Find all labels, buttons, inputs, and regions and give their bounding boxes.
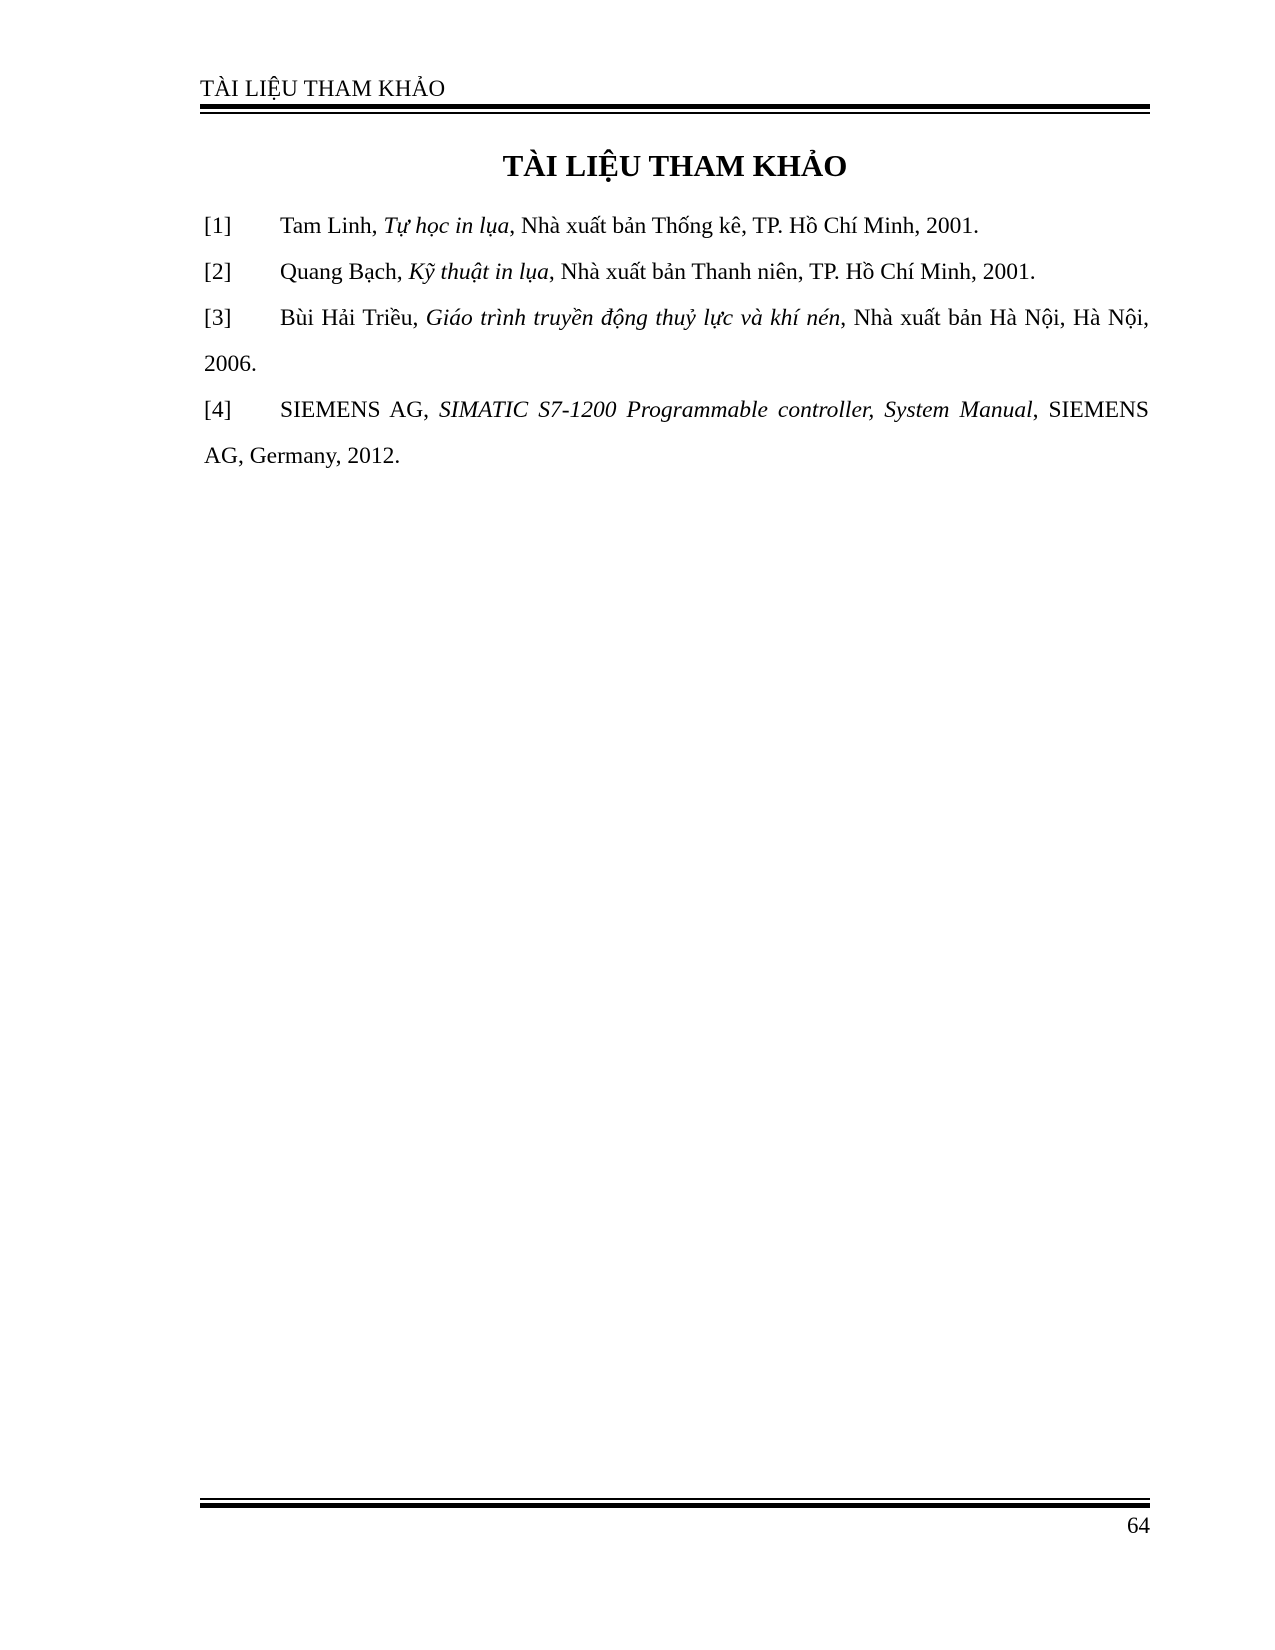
reference-author: Quang Bạch, (280, 259, 409, 285)
reference-number: [2] (204, 259, 232, 285)
reference-author: Bùi Hải Triều, (280, 305, 426, 331)
reference-publisher: , SIEMENS AG, Germany, 2012. (204, 397, 1150, 469)
reference-item (204, 387, 1149, 479)
footer-rule-thin (200, 1498, 1150, 1500)
reference-author: SIEMENS AG, (280, 397, 440, 423)
reference-publisher: , Nhà xuất bản Thanh niên, TP. Hồ Chí Minh, 2001. (548, 259, 1036, 285)
reference-item (204, 295, 1149, 387)
reference-item (204, 203, 1149, 249)
page-title: TÀI LIỆU THAM KHẢO (502, 148, 848, 183)
reference-number: [4] (204, 397, 232, 423)
page-number: 64 (1127, 1513, 1150, 1538)
reference-number: [1] (204, 213, 232, 239)
reference-item (204, 249, 1149, 295)
header-rule-thick (200, 104, 1150, 109)
reference-title: Giáo trình truyền động thuỷ lực và khí nén (425, 305, 841, 331)
reference-list (204, 203, 1149, 479)
reference-publisher: , Nhà xuất bản Thống kê, TP. Hồ Chí Minh, 2001. (509, 213, 979, 239)
reference-title: Tự học in lụa (383, 213, 510, 239)
reference-title: SIMATIC S7-1200 Programmable controller, System Manual (439, 397, 1033, 423)
footer-rule-thick (200, 1503, 1150, 1508)
reference-number: [3] (204, 305, 232, 331)
running-header: TÀI LIỆU THAM KHẢO (200, 76, 446, 101)
reference-title: Kỹ thuật in lụa (408, 259, 549, 285)
header-rule-thin (200, 112, 1150, 114)
reference-author: Tam Linh, (280, 213, 384, 239)
reference-publisher: , Nhà xuất bản Hà Nội, Hà Nội, 2006. (204, 305, 1149, 377)
